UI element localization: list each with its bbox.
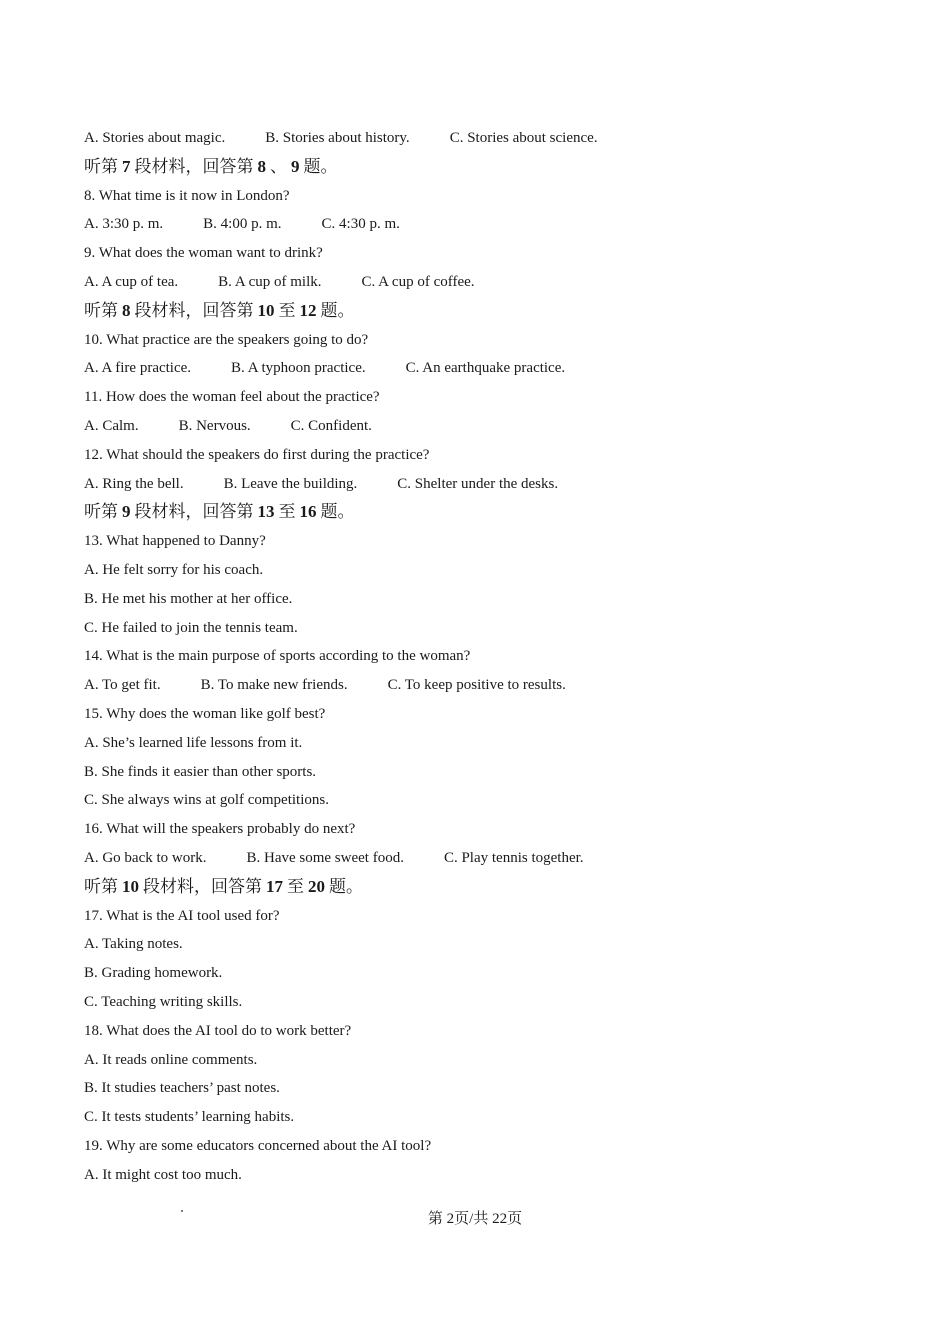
answer-option: A. Calm. [84,417,139,434]
section-heading [84,498,884,527]
answer-option: B. Have some sweet food. [246,849,404,866]
answer-option: C. A cup of coffee. [361,273,475,290]
options-row [84,671,884,700]
heading-number: 10 [257,300,275,320]
answer-option: A. Ring the bell. [84,475,184,492]
heading-text: 至 [278,502,296,522]
section-heading [84,297,884,326]
question-line: 10. What practice are the speakers going to do? [84,331,369,348]
answer-option: C. Confident. [290,417,372,434]
heading-number: 7 [122,156,131,176]
question-line: 13. What happened to Danny? [84,533,266,550]
heading-text: 听第 [84,876,118,896]
answer-option: A. To get fit. [84,677,161,694]
options-row [84,844,884,873]
answer-option: A. A fire practice. [84,360,192,377]
question-line: 15. Why does the woman like golf best? [84,705,326,722]
question-line: B. He met his mother at her office. [84,590,293,607]
options-row [84,412,884,441]
heading-number: 8 [122,300,131,320]
heading-text: 、 [270,156,287,176]
options-row [84,354,884,383]
question-line: 19. Why are some educators concerned about the AI tool? [84,1137,432,1154]
question-line: 11. How does the woman feel about the practice? [84,389,380,406]
question-line: 14. What is the main purpose of sports according to the woman? [84,648,471,665]
heading-text: 题。 [320,502,355,522]
question-line: A. Taking notes. [84,936,183,953]
question-line: 18. What does the AI tool do to work better? [84,1022,352,1039]
options-row [84,470,884,499]
question-line: 17. What is the AI tool used for? [84,907,280,924]
heading-text: 题。 [303,156,338,176]
heading-number: 12 [299,300,317,320]
page-footer: 第 2页/共 22页 [427,1211,523,1227]
question-line: A. She’s learned life lessons from it. [84,734,303,751]
options-row [84,210,884,239]
page-content [84,124,884,1189]
heading-text: 段材料，回答第 [143,876,262,896]
answer-option: B. Nervous. [178,417,251,434]
heading-number: 9 [122,502,131,522]
question-line: 12. What should the speakers do first during the practice? [84,446,430,463]
section-heading [84,153,884,182]
heading-text: 听第 [84,300,118,320]
answer-option: B. A cup of milk. [218,273,322,290]
heading-text: 至 [287,876,304,896]
question-line: B. It studies teachers’ past notes. [84,1080,280,1097]
answer-option: B. A typhoon practice. [231,360,366,377]
heading-text: 段材料，回答第 [134,502,254,522]
answer-option: B. To make new friends. [200,677,348,694]
answer-option: A. A cup of tea. [84,273,179,290]
options-row [84,124,884,153]
question-line: B. She finds it easier than other sports. [84,763,317,780]
question-line: A. It might cost too much. [84,1166,242,1183]
heading-text: 题。 [320,300,355,320]
question-line: C. Teaching writing skills. [84,993,243,1010]
question-line: A. It reads online comments. [84,1051,258,1068]
question-line: C. It tests students’ learning habits. [84,1109,295,1126]
question-line: C. He failed to join the tennis team. [84,619,298,636]
question-line: 16. What will the speakers probably do next? [84,821,356,838]
heading-number: 8 [257,156,266,176]
heading-number: 17 [266,876,283,896]
answer-option: C. Play tennis together. [443,849,584,866]
answer-option: B. 4:00 p. m. [203,216,282,233]
heading-number: 16 [299,502,317,522]
answer-option: A. Go back to work. [84,849,207,866]
answer-option: C. 4:30 p. m. [321,216,400,233]
options-row [84,268,884,297]
heading-number: 20 [308,876,325,896]
heading-text: 段材料，回答第 [134,300,254,320]
section-heading [84,873,884,902]
heading-text: 至 [278,300,296,320]
answer-option: A. 3:30 p. m. [84,216,164,233]
answer-option: B. Stories about history. [265,130,410,146]
answer-option: C. Stories about science. [449,130,598,146]
heading-text: 听第 [84,156,118,176]
question-line: B. Grading homework. [84,965,223,982]
question-line: 8. What time is it now in London? [84,187,290,204]
heading-text: 题。 [329,876,363,896]
heading-text: 听第 [84,502,118,522]
answer-option: C. Shelter under the desks. [397,475,559,492]
answer-option: C. To keep positive to results. [387,677,566,694]
question-line: C. She always wins at golf competitions. [84,792,329,809]
answer-option: B. Leave the building. [223,475,358,492]
question-line: 9. What does the woman want to drink? [84,245,323,262]
heading-number: 9 [291,156,300,176]
heading-number: 10 [122,876,139,896]
heading-number: 13 [257,502,275,522]
answer-option: A. Stories about magic. [84,130,226,146]
answer-option: C. An earthquake practice. [405,360,566,377]
heading-text: 段材料，回答第 [134,156,254,176]
question-line: A. He felt sorry for his coach. [84,561,264,578]
